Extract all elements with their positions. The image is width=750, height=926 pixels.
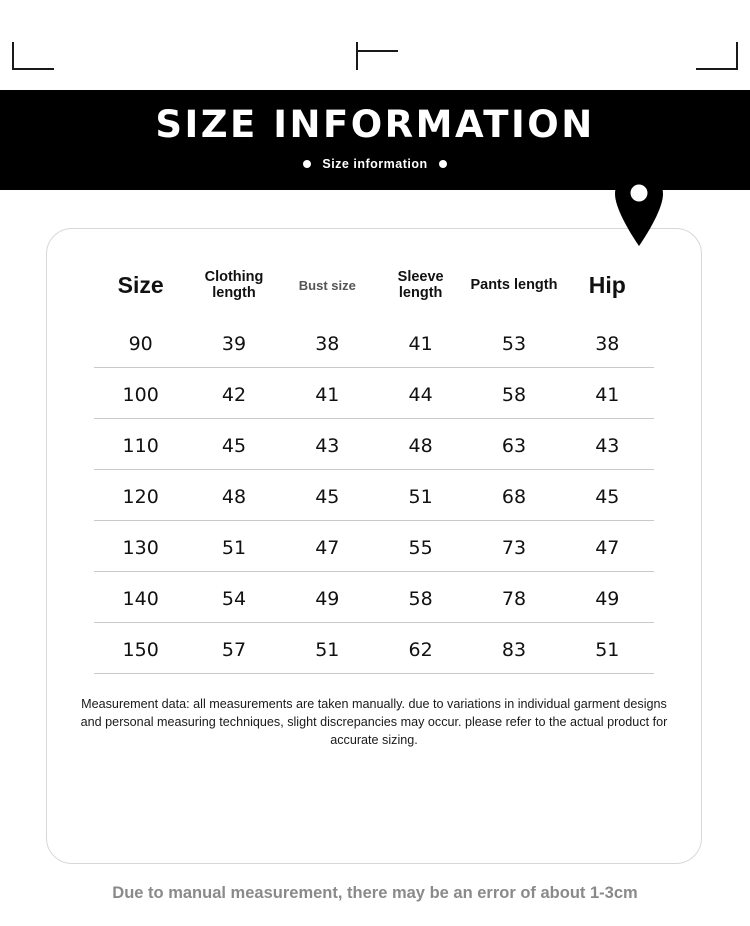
column-header-sleeve-length: Sleeve length [397, 269, 444, 301]
cell-pants-length: 53 [467, 317, 560, 368]
crop-marks [0, 0, 750, 90]
crop-mark-top-left-horizontal [12, 68, 54, 70]
cell-size: 100 [94, 368, 187, 419]
bullet-dot-icon-left [303, 160, 311, 168]
cell-sleeve-length: 58 [374, 572, 467, 623]
table-row [94, 572, 654, 623]
cell-size: 110 [94, 419, 187, 470]
cell-sleeve-length: 62 [374, 623, 467, 674]
cell-pants-length: 68 [467, 470, 560, 521]
location-pin-icon [612, 168, 666, 248]
cell-hip: 43 [561, 419, 654, 470]
crop-mark-top-center-vertical [356, 42, 358, 70]
column-header-bust-size: Bust size [298, 277, 356, 293]
table-row [94, 521, 654, 572]
cell-size: 90 [94, 317, 187, 368]
cell-hip: 51 [561, 623, 654, 674]
cell-bust-size: 43 [281, 419, 374, 470]
table-row [94, 470, 654, 521]
cell-size: 120 [94, 470, 187, 521]
table-header-row [94, 269, 654, 317]
cell-bust-size: 51 [281, 623, 374, 674]
cell-pants-length: 73 [467, 521, 560, 572]
cell-pants-length: 58 [467, 368, 560, 419]
cell-hip: 47 [561, 521, 654, 572]
table-row [94, 623, 654, 674]
cell-bust-size: 49 [281, 572, 374, 623]
cell-clothing-length: 54 [187, 572, 280, 623]
cell-clothing-length: 45 [187, 419, 280, 470]
column-header-pants-length: Pants length [470, 276, 558, 293]
bullet-dot-icon-right [439, 160, 447, 168]
banner-title: SIZE INFORMATION [155, 103, 595, 146]
table-row [94, 368, 654, 419]
table-row [94, 419, 654, 470]
cell-bust-size: 41 [281, 368, 374, 419]
size-table [94, 269, 654, 674]
cell-sleeve-length: 48 [374, 419, 467, 470]
cell-clothing-length: 51 [187, 521, 280, 572]
crop-mark-top-left-vertical [12, 42, 14, 70]
table-row [94, 317, 654, 368]
cell-pants-length: 78 [467, 572, 560, 623]
cell-clothing-length: 57 [187, 623, 280, 674]
crop-mark-top-center-horizontal [356, 50, 398, 52]
cell-clothing-length: 39 [187, 317, 280, 368]
crop-mark-top-right-vertical [736, 42, 738, 70]
cell-clothing-length: 48 [187, 470, 280, 521]
cell-sleeve-length: 44 [374, 368, 467, 419]
banner-subtitle: Size information [322, 157, 428, 171]
column-header-size: Size [117, 272, 164, 299]
cell-hip: 38 [561, 317, 654, 368]
size-chart-card [46, 228, 702, 864]
cell-clothing-length: 42 [187, 368, 280, 419]
column-header-clothing-length: Clothing length [204, 269, 264, 301]
cell-size: 130 [94, 521, 187, 572]
cell-sleeve-length: 41 [374, 317, 467, 368]
cell-sleeve-length: 51 [374, 470, 467, 521]
cell-pants-length: 83 [467, 623, 560, 674]
cell-bust-size: 45 [281, 470, 374, 521]
cell-hip: 45 [561, 470, 654, 521]
cell-size: 140 [94, 572, 187, 623]
cell-pants-length: 63 [467, 419, 560, 470]
cell-hip: 41 [561, 368, 654, 419]
column-header-hip: Hip [588, 272, 626, 299]
cell-hip: 49 [561, 572, 654, 623]
cell-size: 150 [94, 623, 187, 674]
measurement-note: Measurement data: all measurements are taken manually. due to variations in individual garment designs and personal measuring techniques, slight discrepancies may occur. please refer to the actual product for accurate sizing. [80, 697, 668, 748]
footer-disclaimer: Due to manual measurement, there may be an error of about 1-3cm [112, 884, 638, 902]
crop-mark-top-right-horizontal [696, 68, 738, 70]
cell-bust-size: 47 [281, 521, 374, 572]
cell-sleeve-length: 55 [374, 521, 467, 572]
cell-bust-size: 38 [281, 317, 374, 368]
